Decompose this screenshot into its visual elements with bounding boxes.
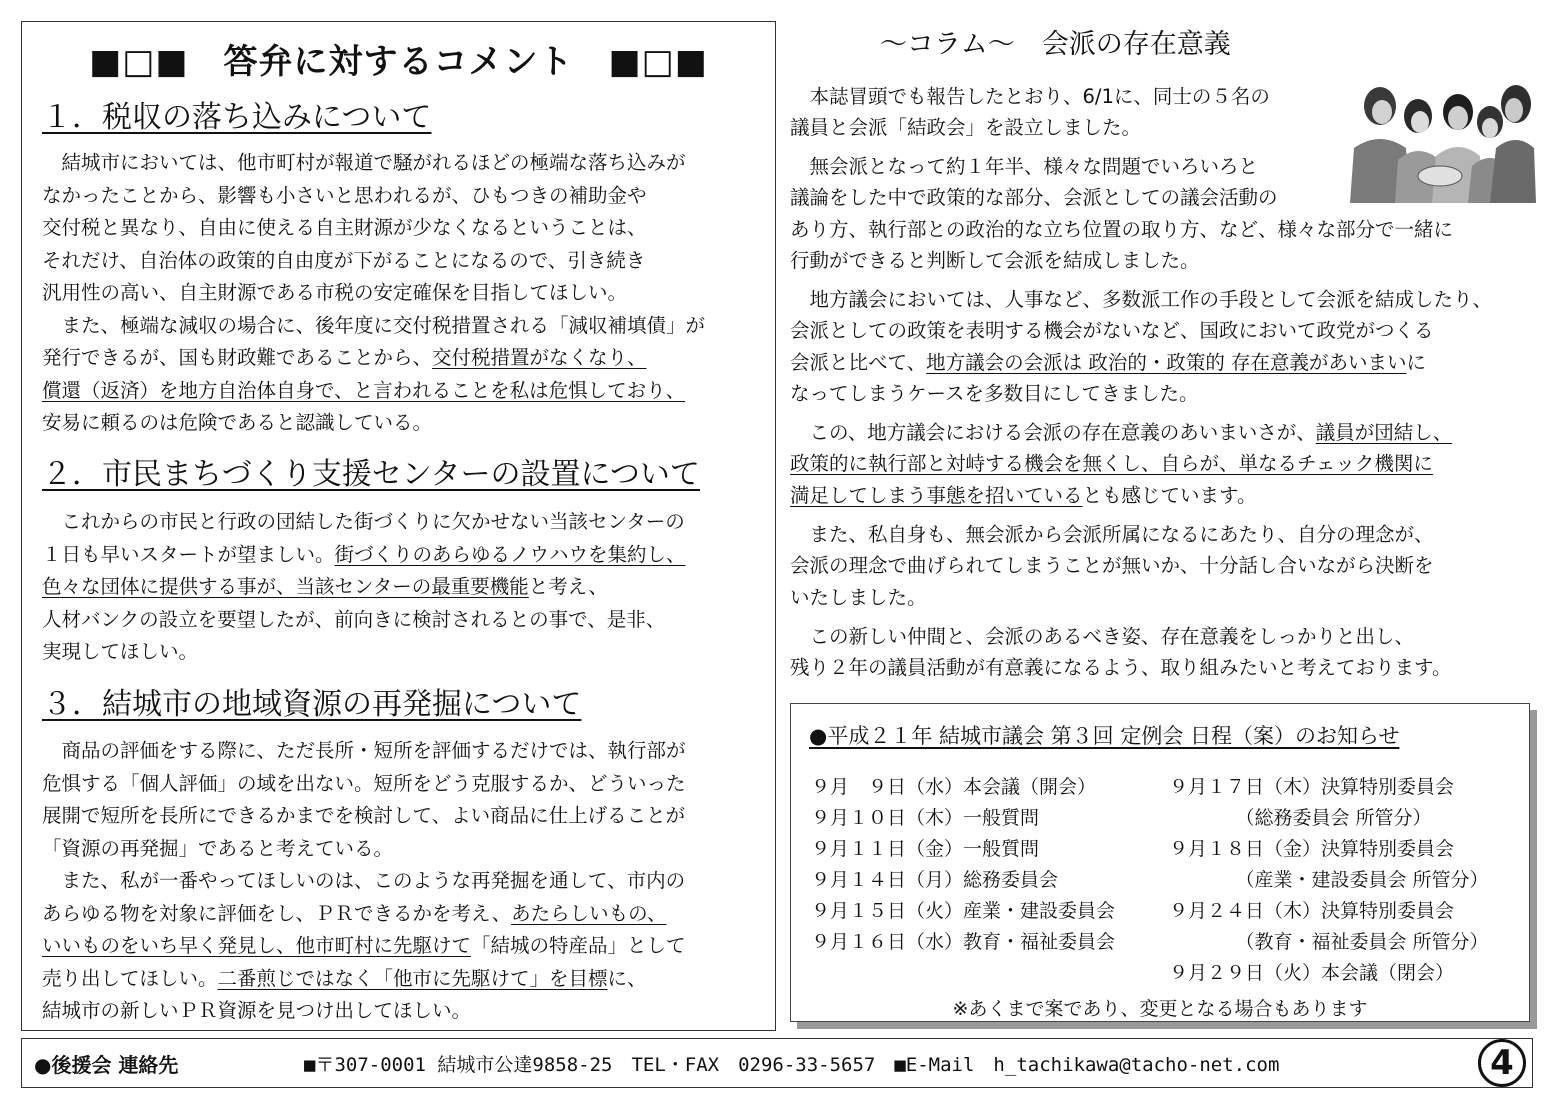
text-segment: 人材バンクの設立を要望したが、前向きに検討されるとの事で、是非、 bbox=[42, 607, 666, 631]
text-segment: 会派と比べて、 bbox=[790, 351, 927, 374]
text-line bbox=[42, 509, 685, 535]
text-segment: 会派の理念で曲げられてしまうことが無いか、十分話し合いながら決断を bbox=[790, 554, 1434, 577]
schedule-item: ９月１７日（木）決算特別委員会 bbox=[1169, 776, 1455, 798]
text-segment: この新しい仲間と、会派のあるべき姿、存在意義をしっかりと出し、 bbox=[790, 625, 1415, 648]
text-segment: に、 bbox=[607, 966, 647, 990]
underlined-text: 交付税措置がなくなり、 bbox=[432, 346, 647, 369]
schedule-item: ９月２９日（火）本会議（閉会） bbox=[1169, 962, 1455, 984]
text-segment: 発行できるが、国も財政難であることから、 bbox=[42, 346, 433, 369]
text-line bbox=[42, 280, 627, 306]
text-segment: また、極端な減収の場合に、後年度に交付税措置される「減収補填債」が bbox=[42, 313, 706, 337]
text-segment: 危惧する「個人評価」の域を出ない。短所をどう克服するか、どういった bbox=[42, 771, 686, 795]
column-text-line bbox=[790, 483, 1256, 509]
schedule-item: ９月１０日（木）一般質問 bbox=[811, 807, 1040, 829]
column-text-line bbox=[790, 154, 1258, 180]
column-title: ～コラム～ 会派の存在意義 bbox=[880, 29, 1231, 60]
text-line bbox=[42, 607, 665, 633]
schedule-item-note: （教育・福祉委員会 所管分） bbox=[1169, 931, 1489, 953]
text-segment: 残り２年の議員活動が有意義になるよう、取り組みたいと考えております。 bbox=[790, 656, 1452, 679]
column-text-line bbox=[790, 248, 1200, 274]
text-segment: 行動ができると判断して会派を結成しました。 bbox=[790, 249, 1200, 272]
text-line bbox=[42, 150, 686, 176]
text-line bbox=[42, 998, 471, 1024]
schedule-item: ９月１４日（月）総務委員会 bbox=[811, 869, 1059, 891]
column-text-line bbox=[790, 115, 1141, 141]
text-segment: 結城市においては、他市町村が報道で騒がれるほどの極端な落ち込みが bbox=[42, 151, 686, 174]
text-segment: あらゆる物を対象に評価をし、ＰＲできるかを考え、 bbox=[42, 901, 512, 925]
column-text-line bbox=[790, 381, 1199, 407]
support-group-contact-label: ●後援会 連絡先 bbox=[34, 1053, 179, 1077]
schedule-item: ９月１５日（火）産業・建設委員会 bbox=[811, 900, 1116, 922]
column-text-line bbox=[790, 585, 927, 611]
column-text-line bbox=[790, 553, 1434, 579]
answer-comments-box bbox=[21, 21, 776, 1031]
text-segment: 議論をした中で政策的な部分、会派としての議会活動の bbox=[790, 186, 1278, 209]
text-line bbox=[42, 248, 645, 274]
schedule-item: ９月２４日（木）決算特別委員会 bbox=[1169, 900, 1455, 922]
text-segment: 商品の評価をする際に、ただ長所・短所を評価するだけでは、執行部が bbox=[42, 739, 686, 762]
text-line bbox=[42, 215, 647, 241]
text-segment: と考え、 bbox=[528, 575, 608, 598]
section-1-heading: １．税収の落ち込みについて bbox=[42, 100, 432, 135]
schedule-item: ９月１８日（金）決算特別委員会 bbox=[1169, 838, 1455, 860]
text-segment: なかったことから、影響も小さいと思われるが、ひもつきの補助金や bbox=[42, 183, 647, 207]
text-line bbox=[42, 313, 705, 339]
contact-address: ■〒307-0001 結城市公達9858-25 TEL・FAX 0296-33-5657 ■E-Mail h_tachikawa@tacho-net.com bbox=[304, 1054, 1280, 1076]
text-segment: 安易に頼るのは危険であると認識している。 bbox=[42, 411, 433, 434]
underlined-text: 街づくりのあらゆるノウハウを集約し、 bbox=[334, 542, 686, 566]
text-line bbox=[42, 771, 686, 797]
schedule-item-note: （総務委員会 所管分） bbox=[1169, 807, 1432, 829]
column-text-line bbox=[790, 318, 1434, 344]
text-segment: 「資源の再発掘」であると考えている。 bbox=[42, 836, 394, 860]
text-segment: また、私が一番やってほしいのは、このような再発掘を通して、市内の bbox=[42, 869, 686, 892]
text-segment: いたしました。 bbox=[790, 586, 927, 609]
text-segment: 会派としての政策を表明する機会がないなど、国政において政党がつくる bbox=[790, 319, 1434, 342]
column-text-line bbox=[790, 287, 1492, 313]
schedule-disclaimer: ※あくまで案であり、変更となる場合もあります bbox=[952, 998, 1368, 1020]
text-segment: 汎用性の高い、自主財源である市税の安定確保を目指してほしい。 bbox=[42, 281, 628, 304]
underlined-text: 政策的に執行部と対峙する機会を無くし、自らが、単なるチェック機関に bbox=[790, 452, 1433, 475]
text-segment: 展開で短所を長所にできるかまでを検討して、よい商品に仕上げることが bbox=[42, 804, 686, 827]
text-segment: 交付税と異なり、自由に使える自主財源が少なくなるということは、 bbox=[42, 216, 647, 239]
column-text-line bbox=[790, 185, 1278, 211]
column-text-line bbox=[790, 655, 1451, 681]
underlined-text: 地方議会の会派は 政治的・政策的 存在意義があいまい bbox=[926, 351, 1407, 374]
text-segment: 議員と会派「結政会」を設立しました。 bbox=[790, 116, 1142, 139]
text-line bbox=[42, 183, 647, 209]
text-segment: それだけ、自治体の政策的自由度が下がることになるので、引き続き bbox=[42, 248, 646, 272]
underlined-text: 償還（返済）を地方自治体自身で、と言われることを私は危惧しており、 bbox=[42, 378, 686, 402]
schedule-item: ９月１６日（水）教育・福祉委員会 bbox=[811, 931, 1116, 953]
group-of-people-illustration bbox=[1340, 78, 1536, 203]
text-segment: とも感じています。 bbox=[1082, 484, 1257, 507]
comments-title: ■□■ 答弁に対するコメント ■□■ bbox=[89, 42, 708, 82]
schedule-item: ９月１１日（金）一般質問 bbox=[811, 838, 1040, 860]
text-segment: これからの市民と行政の団結した街づくりに欠かせない当該センターの bbox=[42, 510, 685, 533]
text-segment: この、地方議会における会派の存在意義のあいまいさが、 bbox=[790, 421, 1316, 444]
text-segment: 実現してほしい。 bbox=[42, 640, 199, 663]
text-segment: 「結城の特産品」として bbox=[471, 934, 686, 957]
text-line bbox=[42, 803, 685, 829]
text-line bbox=[42, 574, 608, 600]
underlined-text: 色々な団体に提供する事が、当該センターの最重要機能 bbox=[42, 575, 529, 598]
column-text-line bbox=[790, 522, 1434, 548]
column-text-line bbox=[790, 84, 1270, 110]
contact-footer bbox=[21, 1038, 1533, 1088]
text-line bbox=[42, 836, 393, 862]
text-line bbox=[42, 639, 198, 665]
underlined-text: 議員が団結し、 bbox=[1315, 421, 1453, 444]
text-segment: に bbox=[1406, 351, 1427, 374]
text-line bbox=[42, 933, 686, 959]
text-segment: 結城市の新しいＰＲ資源を見つけ出してほしい。 bbox=[42, 999, 472, 1022]
column-text-line bbox=[790, 420, 1452, 446]
text-line bbox=[42, 901, 666, 927]
page-number-badge: 4 bbox=[1478, 1039, 1526, 1087]
text-line bbox=[42, 738, 686, 764]
underlined-text: いいものをいち早く発見し、他市町村に先駆けて bbox=[42, 934, 472, 957]
schedule-title: ●平成２１年 結城市議会 第３回 定例会 日程（案）のお知らせ bbox=[809, 724, 1400, 748]
text-line bbox=[42, 345, 647, 371]
underlined-text: あたらしいもの、 bbox=[511, 901, 667, 925]
text-line bbox=[42, 966, 647, 992]
text-segment: また、私自身も、無会派から会派所属になるにあたり、自分の理念が、 bbox=[790, 523, 1434, 546]
section-3-heading: ３．結城市の地域資源の再発掘について bbox=[42, 687, 582, 722]
text-segment: なってしまうケースを多数目にしてきました。 bbox=[790, 382, 1199, 405]
section-2-heading: ２．市民まちづくり支援センターの設置について bbox=[42, 457, 700, 492]
column-text-line bbox=[790, 624, 1414, 650]
underlined-text: 二番煎じではなく「他市に先駆けて」を目標 bbox=[217, 966, 608, 990]
underlined-text: 満足してしまう事態を招いている bbox=[790, 484, 1083, 507]
text-line bbox=[42, 542, 686, 568]
schedule-item-note: （産業・建設委員会 所管分） bbox=[1169, 869, 1489, 891]
text-line bbox=[42, 410, 432, 436]
text-line bbox=[42, 868, 685, 894]
column-text-line bbox=[790, 451, 1433, 477]
column-text-line bbox=[790, 350, 1426, 376]
column-text-line bbox=[790, 217, 1453, 243]
text-segment: 本誌冒頭でも報告したとおり、6/1に、同士の５名の bbox=[790, 85, 1270, 108]
schedule-box bbox=[790, 703, 1530, 1022]
text-segment: 売り出してほしい。 bbox=[42, 966, 218, 990]
text-segment: 地方議会においては、人事など、多数派工作の手段として会派を結成したり、 bbox=[790, 288, 1493, 311]
schedule-item: ９月 ９日（水）本会議（開会） bbox=[811, 776, 1097, 798]
text-segment: あり方、執行部との政治的な立ち位置の取り方、など、様々な部分で一緒に bbox=[790, 218, 1454, 241]
text-segment: 無会派となって約１年半、様々な問題でいろいろと bbox=[790, 155, 1259, 178]
text-segment: １日も早いスタートが望ましい。 bbox=[42, 542, 335, 566]
text-line bbox=[42, 378, 685, 404]
